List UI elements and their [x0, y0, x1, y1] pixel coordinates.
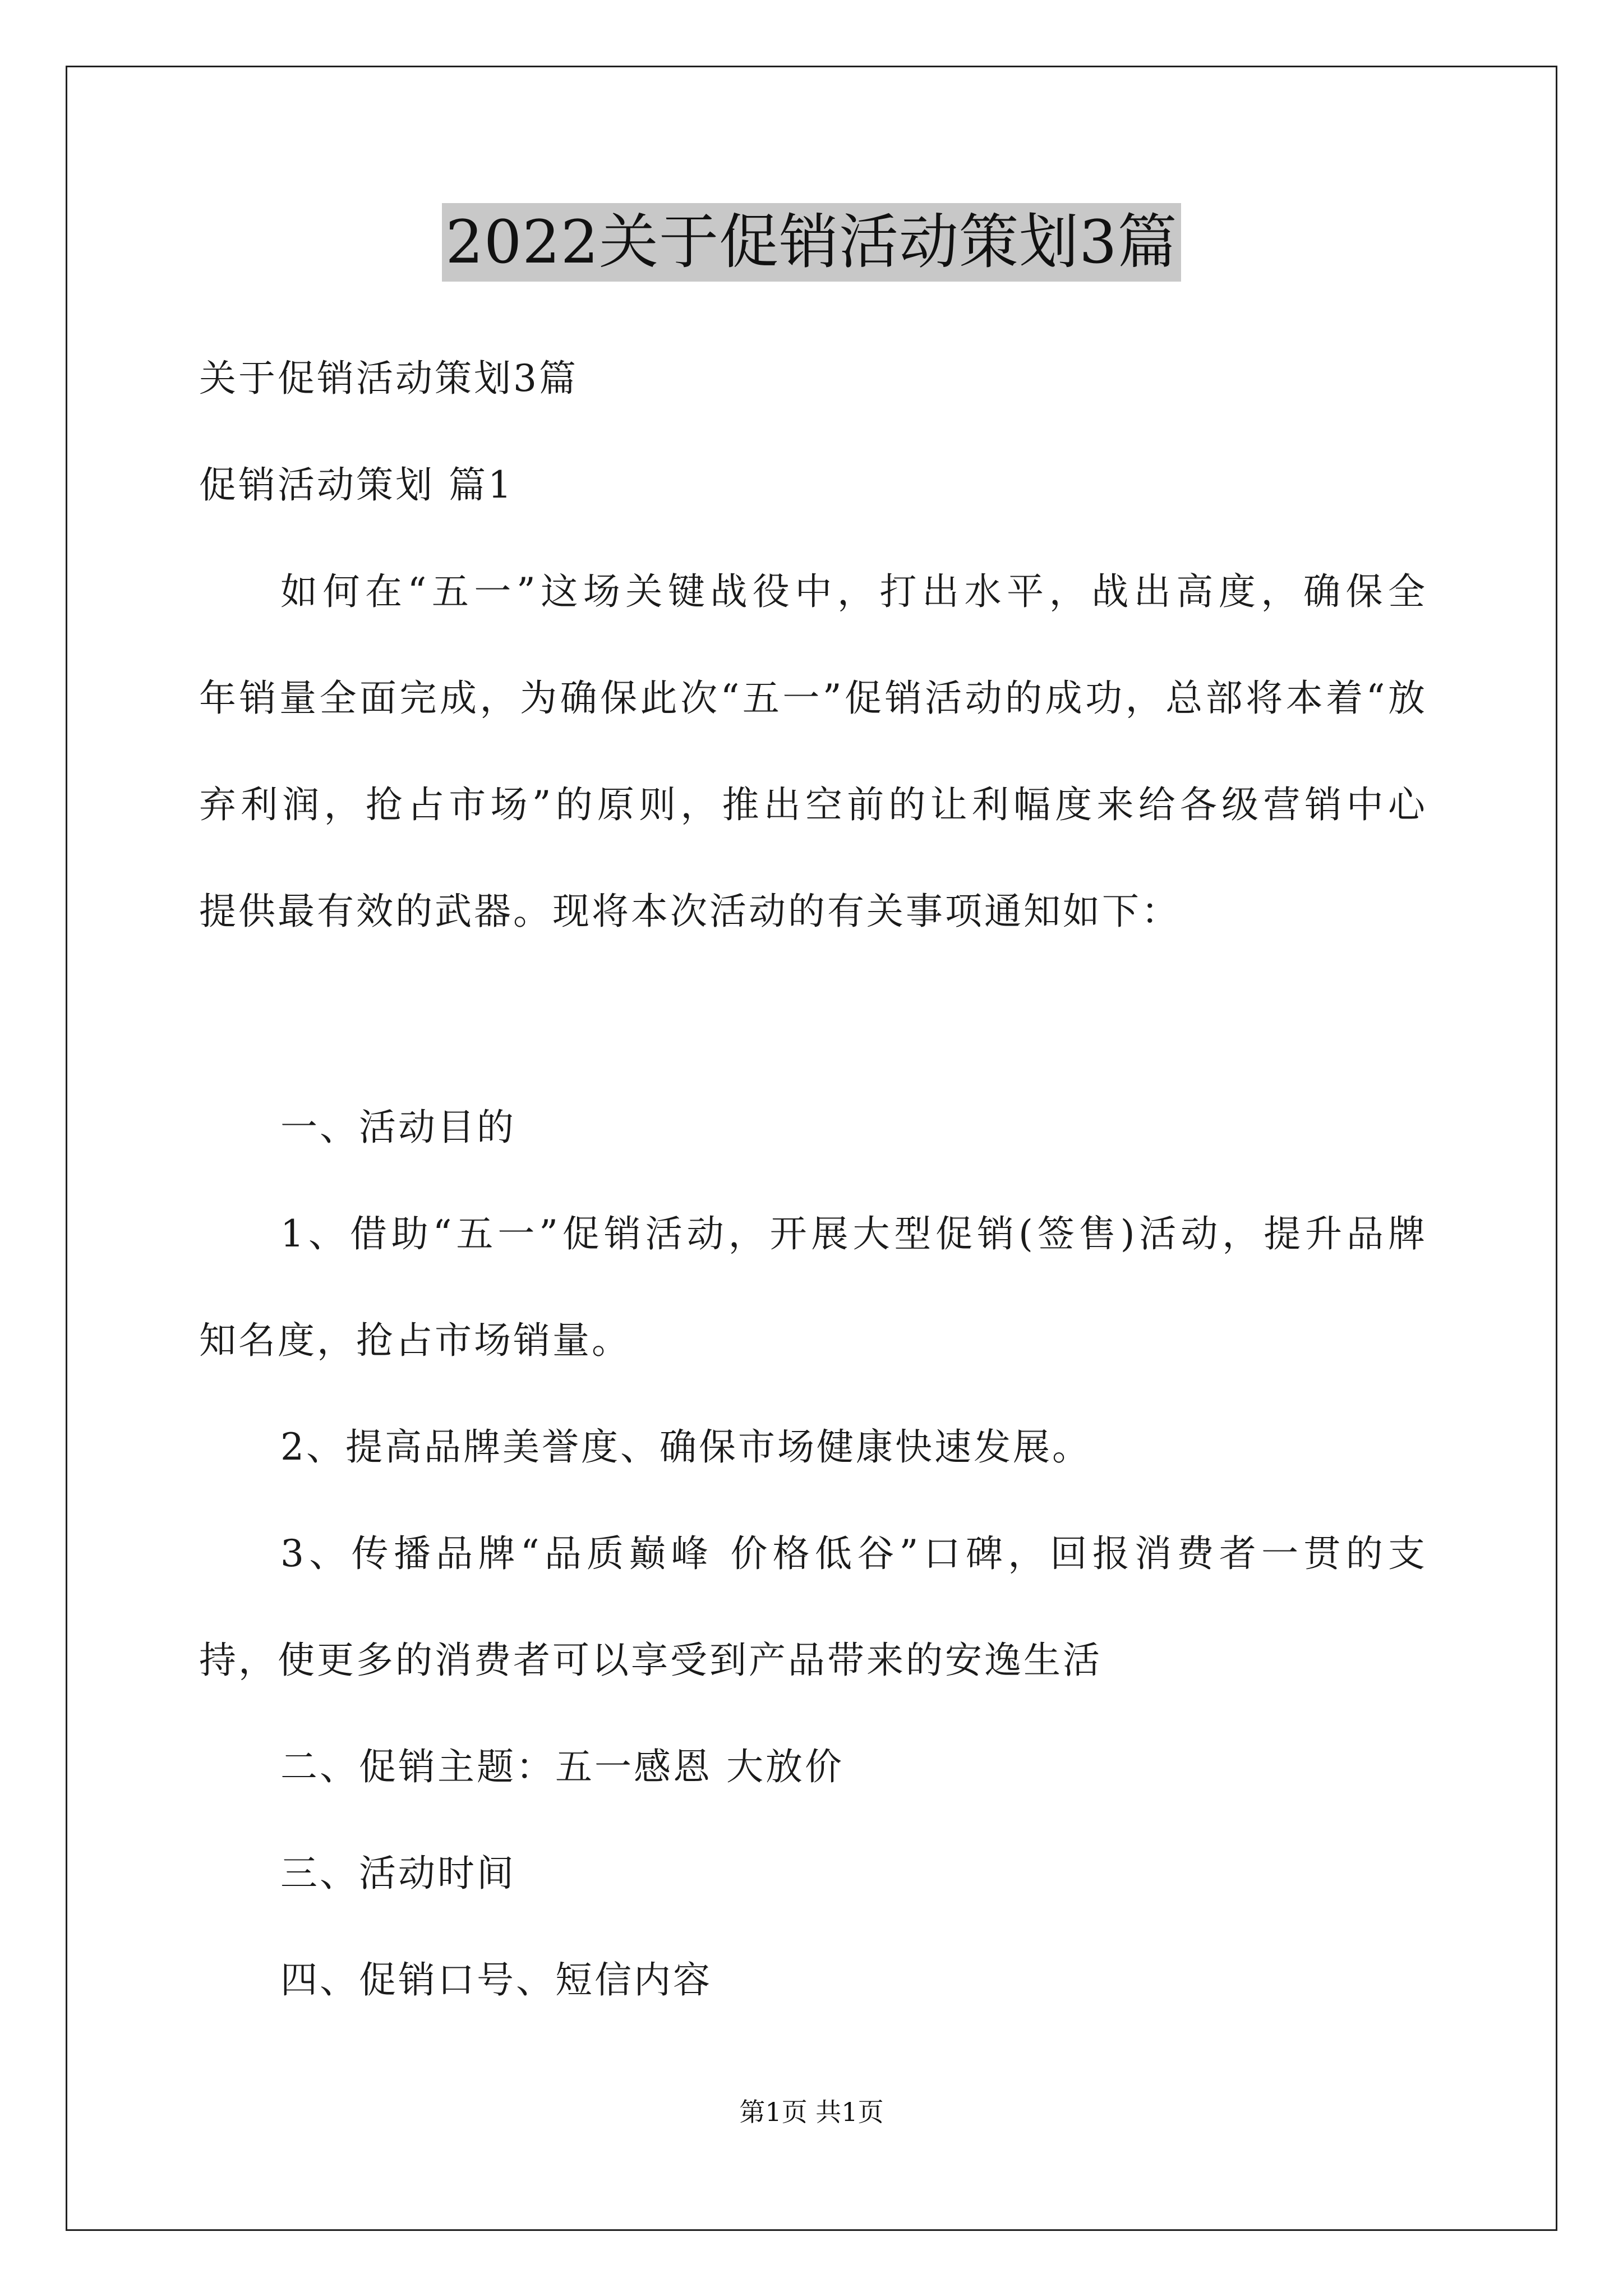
section-heading: 促销活动策划 篇1 [199, 463, 514, 507]
paragraph-line: 提供最有效的武器。现将本次活动的有关事项通知如下： [199, 890, 1181, 933]
paragraph-line: 弃利润，抢占市场”的原则，推出空前的让利幅度来给各级营销中心 [199, 783, 1427, 826]
document-title: 2022关于促销活动策划3篇 [442, 203, 1181, 282]
item-heading-slogan: 四、促销口号、短信内容 [280, 1958, 712, 2001]
list-item: 2、提高品牌美誉度、确保市场健康快速发展。 [280, 1425, 1091, 1469]
document-subtitle: 关于促销活动策划3篇 [199, 357, 578, 400]
item-heading-theme: 二、促销主题：五一感恩 大放价 [280, 1745, 844, 1788]
list-item-line: 知名度，抢占市场销量。 [199, 1319, 631, 1362]
title-container [0, 203, 1623, 282]
list-item-line: 持，使更多的消费者可以享受到产品带来的安逸生活 [199, 1639, 1102, 1682]
item-heading-purpose: 一、活动目的 [280, 1106, 516, 1149]
paragraph-line: 如何在“五一”这场关键战役中，打出水平，战出高度，确保全 [280, 570, 1427, 613]
page-footer: 第1页 共1页 [739, 2097, 884, 2127]
paragraph-line: 年销量全面完成，为确保此次“五一”促销活动的成功，总部将本着“放 [199, 677, 1427, 720]
list-item-line: 3、传播品牌“品质巅峰 价格低谷”口碑，回报消费者一贯的支 [280, 1532, 1427, 1575]
item-heading-time: 三、活动时间 [280, 1852, 516, 1895]
list-item-line: 1、借助“五一”促销活动，开展大型促销(签售)活动，提升品牌 [280, 1212, 1427, 1255]
